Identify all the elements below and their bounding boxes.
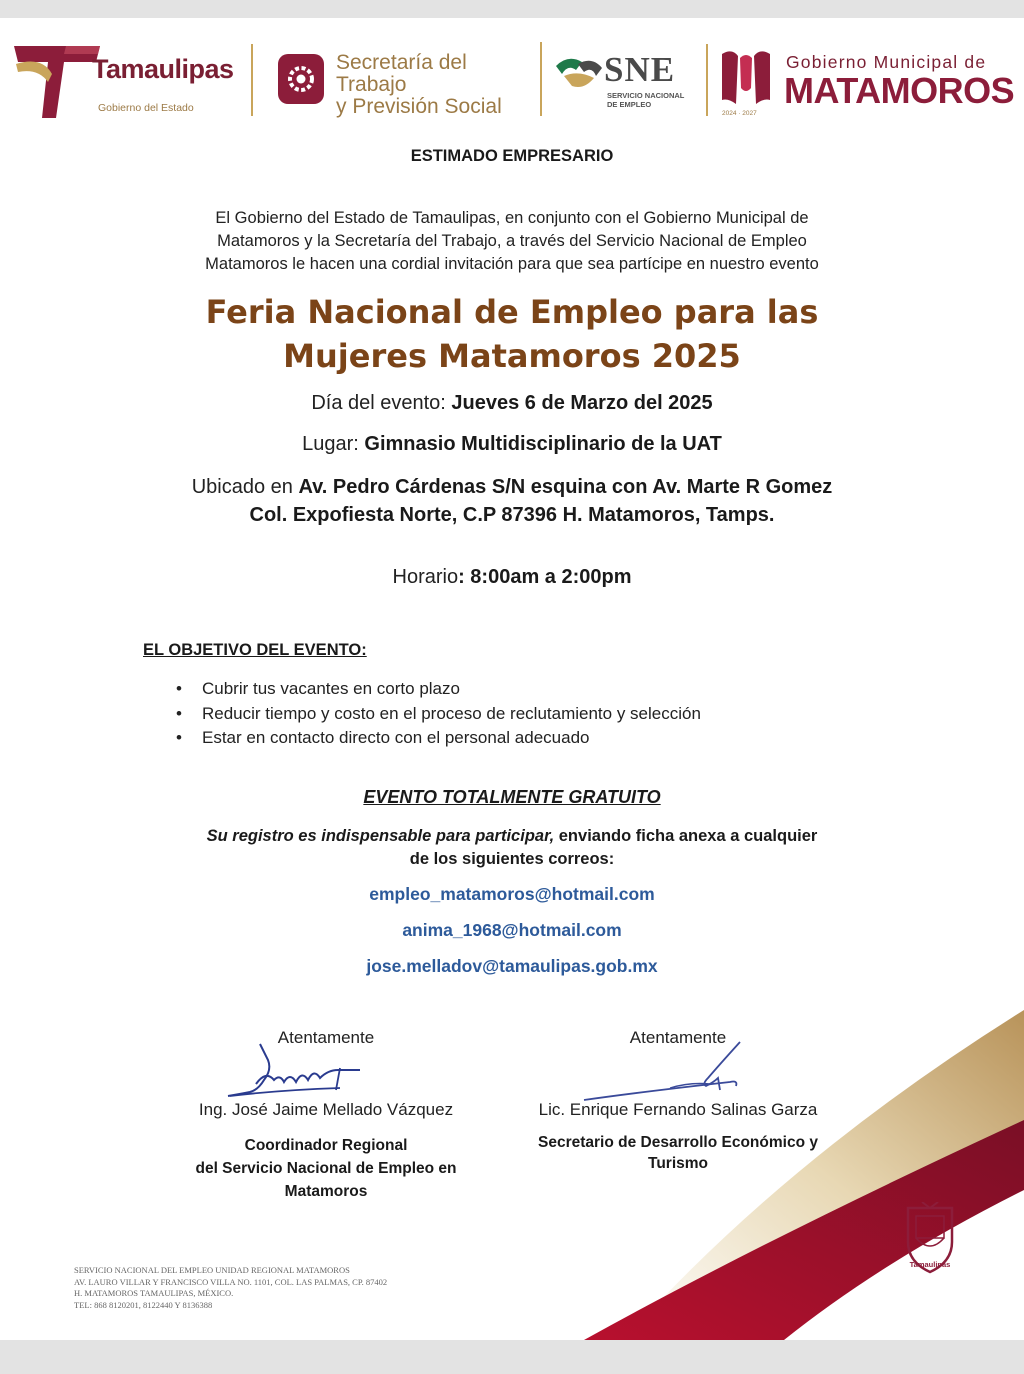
- objective-heading: EL OBJETIVO DEL EVENTO:: [143, 641, 367, 659]
- header-logos: [0, 40, 1024, 120]
- top-margin-bar: [0, 0, 1024, 18]
- matamoros-term-years: 2024 · 2027: [722, 110, 757, 117]
- intro-paragraph: El Gobierno del Estado de Tamaulipas, en conjunto con el Gobierno Municipal de Matamoros y la Secretaría del Trabajo, a través del Servicio Nacional de Empleo Matamoros le hacen una cordial invitación para que sea partícipe en nuestro evento: [205, 209, 819, 273]
- event-hours: Horario: 8:00am a 2:00pm: [392, 566, 632, 588]
- event-place: Lugar: Gimnasio Multidisciplinario de la UAT: [302, 433, 722, 455]
- header-divider: [706, 44, 708, 116]
- event-title: Feria Nacional de Empleo para las Mujeres Matamoros 2025: [205, 293, 819, 375]
- tamaulipas-name: Tamaulipas: [92, 54, 234, 84]
- stps-logo: [276, 51, 536, 118]
- tamaulipas-logo: [12, 42, 242, 120]
- email-link[interactable]: empleo_matamoros@hotmail.com: [369, 884, 655, 904]
- sne-name: SNE: [604, 50, 676, 89]
- matamoros-name: MATAMOROS: [784, 70, 1015, 111]
- signer-role: Secretario de Desarrollo Económico y Turismo: [538, 1134, 818, 1172]
- header-divider: [251, 44, 253, 116]
- bottom-margin-bar: [0, 1340, 1024, 1374]
- email-link[interactable]: anima_1968@hotmail.com: [402, 920, 622, 940]
- tamaulipas-subtitle: Gobierno del Estado: [98, 102, 194, 114]
- closing: Atentamente: [277, 1028, 375, 1047]
- event-address: Ubicado en Av. Pedro Cárdenas S/N esquina con Av. Marte R Gomez Col. Expofiesta Norte, C.P 87396 H. Matamoros, Tamps.: [191, 476, 833, 526]
- list-item: • Reducir tiempo y costo en el proceso de reclutamiento y selección: [176, 702, 701, 727]
- seal-label: Tamaulipas: [909, 1260, 951, 1269]
- email-link[interactable]: jose.melladov@tamaulipas.gob.mx: [366, 956, 658, 976]
- registration-notice: Su registro es indispensable para participar, enviando ficha anexa a cualquier de los siguientes correos:: [206, 827, 818, 868]
- matamoros-government-label: Gobierno Municipal de: [786, 52, 987, 72]
- matamoros-emblem-icon: [718, 48, 774, 118]
- handwritten-signature-left: [220, 1040, 370, 1104]
- objective-list: [176, 677, 701, 751]
- header-divider: [540, 42, 542, 116]
- tamaulipas-logo-icon: [12, 42, 104, 120]
- stps-name: Secretaría del Trabajo y Previsión Social: [336, 51, 502, 118]
- signer-name: Ing. José Jaime Mellado Vázquez: [198, 1100, 454, 1119]
- greeting: ESTIMADO EMPRESARIO: [410, 147, 614, 165]
- sne-logo: [554, 52, 704, 116]
- letter-page: [0, 18, 1024, 1340]
- matamoros-logo: [718, 48, 1014, 120]
- sne-handshake-icon: [554, 52, 604, 94]
- free-event-notice: EVENTO TOTALMENTE GRATUITO: [363, 787, 661, 807]
- decorative-corner: [584, 1010, 1024, 1340]
- closing: Atentamente: [629, 1028, 727, 1047]
- footer-address: SERVICIO NACIONAL DEL EMPLEO UNIDAD REGIONAL MATAMOROS AV. LAURO VILLAR Y FRANCISCO VILLA NO. 1101, COL. LAS PALMAS, CP. 87402 H. MATAMOROS TAMAULIPAS, MÉXICO. TEL: 868 8120201, 8122440 Y 8136388: [74, 1265, 388, 1310]
- signer-role: Coordinador Regional del Servicio Nacional de Empleo en Matamoros: [195, 1137, 457, 1200]
- list-item: • Estar en contacto directo con el personal adecuado: [176, 726, 701, 751]
- sne-subtitle: SERVICIO NACIONAL DE EMPLEO: [607, 91, 685, 109]
- list-item: • Cubrir tus vacantes en corto plazo: [176, 677, 701, 702]
- signer-name: Lic. Enrique Fernando Salinas Garza: [538, 1100, 818, 1119]
- event-date: Día del evento: Jueves 6 de Marzo del 2025: [311, 392, 713, 414]
- stps-gear-icon: [276, 52, 326, 106]
